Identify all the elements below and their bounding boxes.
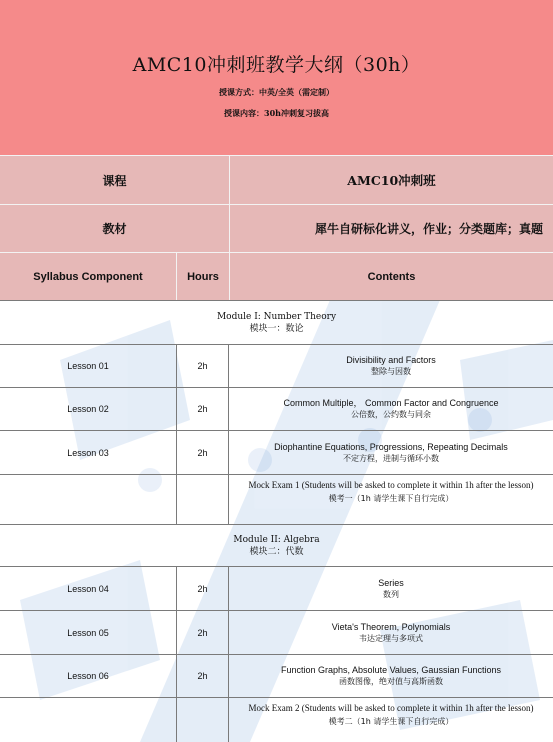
contents-cell [229,567,553,610]
module-row [0,524,553,566]
column-header-component: Syllabus Component [0,253,177,301]
header-banner [0,0,553,155]
lesson-cell: Lesson 03 [0,431,177,474]
contents-cell [229,345,553,387]
module-row [0,300,553,344]
contents-zh: 函数图像，绝对值与高斯函数 [339,677,443,686]
contents-en: Mock Exam 1 (Students will be asked to complete it within 1h after the lesson) [248,480,534,490]
table-row [0,654,553,697]
contents-en: Diophantine Equations, Progressions, Repeating Decimals [274,441,508,452]
course-value: AMC10冲刺班 [347,173,436,188]
contents-cell [229,611,553,654]
lesson-cell: Lesson 02 [0,388,177,430]
contents-en: Vieta's Theorem, Polynomials [331,621,451,632]
hours-cell [177,475,229,524]
contents-cell [229,431,553,474]
contents-en: Common Multiple， Common Factor and Congruence [283,398,499,408]
contents-zh: 公倍数，公约数与同余 [351,410,431,419]
lesson-cell: Lesson 06 [0,655,177,697]
table-row [0,697,553,742]
teaching-mode: 授课方式：中英/全英（需定制） [219,87,334,97]
column-header-hours: Hours [177,253,230,301]
module-title-zh: 模块二：代数 [249,546,304,557]
hours-cell: 2h [177,567,229,610]
material-label: 教材 [0,205,230,252]
contents-cell [229,475,553,524]
contents-zh: 模考一（1h 请学生课下自行完成） [328,494,454,503]
table-row [0,387,553,430]
module-title-en: Module II: Algebra [233,534,320,545]
contents-cell [229,655,553,697]
table-row [0,430,553,474]
info-table [0,155,553,301]
lesson-cell: Lesson 04 [0,567,177,610]
lesson-cell [0,698,177,742]
material-value: 犀牛自研标化讲义，作业；分类题库；真题 [315,221,544,236]
column-header-row [0,252,553,301]
contents-zh: 数列 [383,589,399,599]
hours-cell: 2h [177,388,229,430]
contents-en: Function Graphs, Absolute Values, Gaussian Functions [281,665,501,675]
table-row [0,610,553,654]
column-header-contents: Contents [367,271,416,283]
table-row [0,566,553,610]
module-title-zh: 模块一：数论 [249,323,304,334]
module-title-en: Module I: Number Theory [216,311,337,322]
lesson-cell: Lesson 05 [0,611,177,654]
page-title: AMC10冲刺班教学大纲（30h） [132,54,421,76]
lesson-cell: Lesson 01 [0,345,177,387]
contents-zh: 模考二（1h 请学生课下自行完成） [328,717,454,726]
contents-zh: 韦达定理与多项式 [359,633,423,643]
hours-cell [177,698,229,742]
hours-cell: 2h [177,431,229,474]
contents-zh: 不定方程，进制与循环小数 [343,453,439,463]
table-row [0,474,553,524]
course-label: 课程 [0,156,230,204]
hours-cell: 2h [177,611,229,654]
lessons-table [0,300,553,742]
hours-cell: 2h [177,345,229,387]
course-row [0,155,553,204]
table-row [0,344,553,387]
contents-en: Series [378,577,404,588]
lesson-cell [0,475,177,524]
contents-zh: 整除与因数 [371,367,411,376]
teaching-content: 授课内容：30h冲刺复习拔高 [224,108,329,118]
contents-cell [229,698,553,742]
contents-en: Mock Exam 2 (Students will be asked to complete it within 1h after the lesson) [248,703,534,713]
contents-en: Divisibility and Factors [346,355,436,365]
material-row [0,204,553,252]
contents-cell [229,388,553,430]
hours-cell: 2h [177,655,229,697]
